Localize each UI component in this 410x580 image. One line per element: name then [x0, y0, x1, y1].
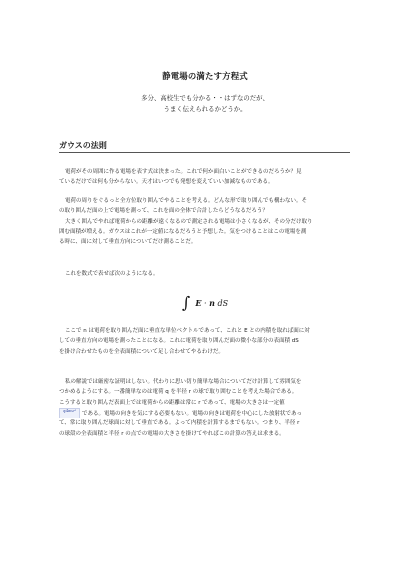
dot-operator: · [204, 298, 207, 308]
page-subtitle [0, 93, 410, 115]
paragraph [59, 167, 351, 188]
coulomb-field-formula: q/4πε₀r² [59, 408, 80, 418]
text-line: ているだけでは何も分からない。天才はいつでも発想を変えていい加減なものである。 [59, 179, 274, 186]
text-line: こうすると取り囲んだ表面上では電荷からの距離は常に r であって、電場の大きさは一定値 [59, 399, 285, 406]
paragraph [59, 377, 351, 408]
text-line: 大きく囲んでやれば電荷からの距離が遠くなるので測定される電場は小さくなるが、その分だけ取り [65, 218, 313, 225]
text-line: 私の解説では厳密な証明はしない。代わりに思い切り簡単な場合についてだけ計算して雰囲気を [65, 379, 302, 385]
integral-sign: ∫ [181, 293, 191, 312]
section-heading: ガウスの法則 [59, 141, 107, 150]
paragraph [59, 196, 351, 247]
gauss-integral-formula [0, 292, 410, 312]
text-line: の球殻の全表面積と半径 r の点での電場の大きさを掛けてやればこの計算の答えは求まる。 [59, 430, 285, 437]
area-element: dS [217, 298, 229, 308]
text-line: 電荷の周りをぐるっと全方位取り囲んでやることを考える。どんな形で取り囲んでも構わない。そ [65, 198, 308, 204]
text-line: つかめるようにする。一番簡単なのは電荷 q を半径 r の球で取り囲むことを考えた場合である。 [59, 389, 298, 396]
text-line: 電荷がその周囲に作る電場を表す式は決まった。これで何か面白いことができるのだろうか？見 [65, 169, 302, 175]
text-line: 囲む面積が増える。ガウスはこれが一定値になるだろうと予想した。気をつけることはこの電場を測 [59, 228, 307, 235]
text-line [59, 408, 351, 418]
paragraph [59, 326, 351, 357]
text-line: ここで n は電荷を取り囲んだ面に垂直な単位ベクトルであって、これと E との内積を取れば面に対 [65, 328, 310, 334]
section-divider [59, 152, 350, 153]
text-fragment: である。電場の向きを気にする必要もない。電場の向きは電荷を中心にした放射状であっ [82, 411, 302, 417]
page-title: 静電場の満たす方程式 [162, 71, 248, 81]
text-line: を掛け合わせたものを全表面積について足し合わせてやるわけだ。 [59, 348, 224, 355]
text-line: る時に、面に対して垂直方向についてだけ測ることだ。 [59, 239, 197, 246]
subtitle-line: 多分、高校生でも分かる・・はずなのだが、 [141, 94, 269, 102]
text-line: て、常に取り囲んだ球面に対して垂直である。よって内積を計算するまでもない。つまり、半径 r [59, 420, 300, 427]
text-line: の取り囲んだ面の上で電場を測って、これを面の全体で合計したらどうなるだろう？ [59, 208, 268, 215]
subtitle-line: うまく伝えられるかどうか。 [163, 105, 247, 113]
paragraph [59, 269, 351, 279]
text-line: しての垂直方向の電場を測ったことになる。これに電荷を取り囲んだ面の微小な部分の表面積 dS [59, 338, 299, 345]
text-line: これを数式で表せば次のようになる。 [65, 271, 159, 277]
vector-e: E [195, 297, 202, 308]
vector-n: n [209, 297, 215, 308]
paragraph [59, 408, 351, 439]
